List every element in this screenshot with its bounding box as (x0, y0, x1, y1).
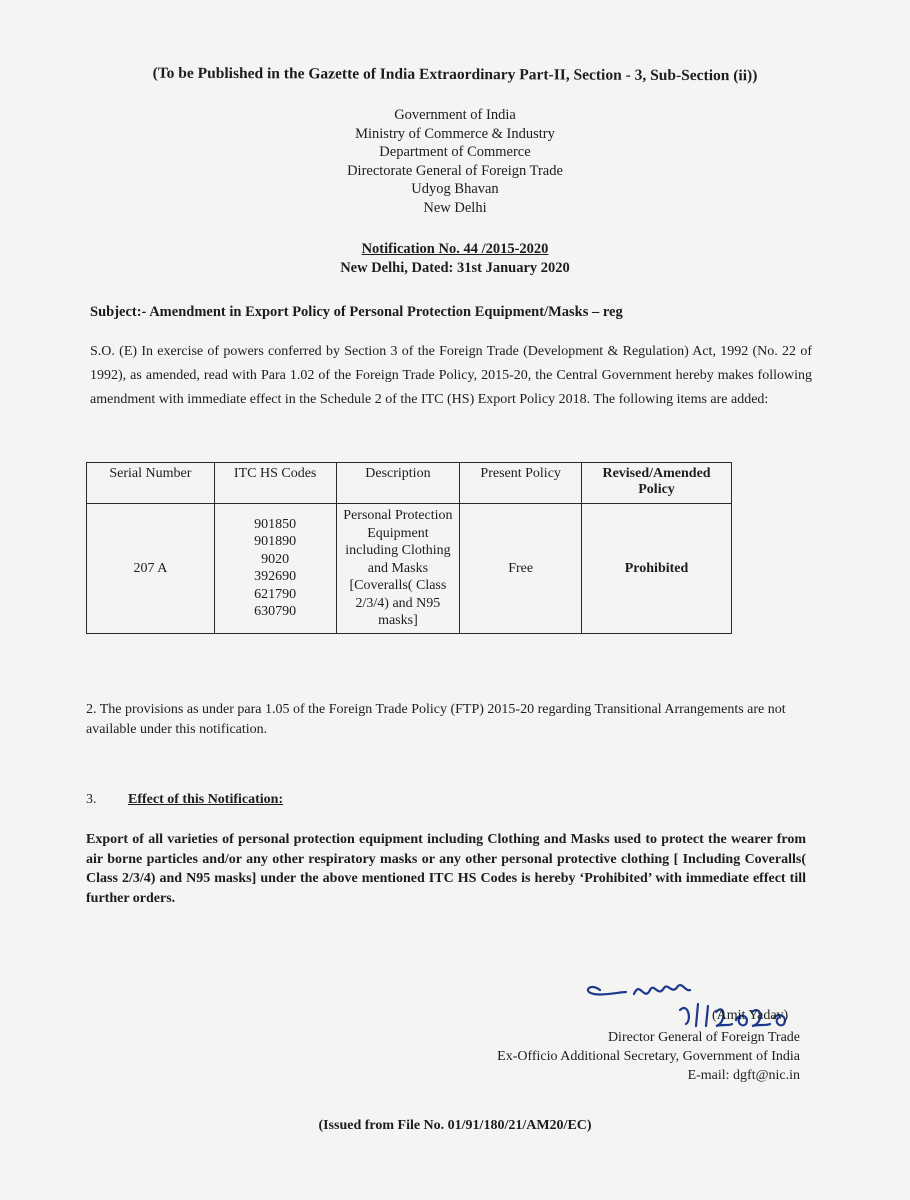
office-line: Department of Commerce (379, 144, 531, 160)
header-revised-policy: Revised/Amended Policy (582, 463, 732, 504)
cell-serial: 207 A (87, 504, 215, 634)
header-serial-number: Serial Number (87, 463, 215, 504)
office-line: New Delhi (423, 199, 487, 216)
signatory-name: (Amit Yadav) (712, 1008, 789, 1023)
signatory-block (497, 1028, 800, 1085)
paragraph-2: 2. The provisions as under para 1.05 of the Foreign Trade Policy (FTP) 2015-20 regarding Transitional Arrangements are not available under this notification. (86, 702, 786, 737)
section-title: Effect of this Notification: (128, 792, 284, 807)
office-line: Directorate General of Foreign Trade (347, 162, 563, 179)
office-line: Government of India (394, 107, 516, 123)
office-line: Udyog Bhavan (411, 181, 499, 197)
section-number: 3. (86, 792, 97, 807)
hs-code: 621790 (254, 586, 297, 602)
cell-description: Personal Protection Equipment including Clothing and Masks [Coveralls( Class 2/3/4) and N95 masks] (336, 504, 460, 634)
cell-hs-codes (214, 504, 336, 634)
issued-from-file: (Issued from File No. 01/91/180/21/AM20/EC) (318, 1118, 592, 1133)
cell-revised-policy: Prohibited (582, 504, 732, 634)
signatory-secondary-designation: Ex-Officio Additional Secretary, Government of India (497, 1049, 800, 1064)
paragraph-1: S.O. (E) In exercise of powers conferred by Section 3 of the Foreign Trade (Development & Regulation) Act, 1992 (No. 22 of 1992), as amended, read with Para 1.02 of the Foreign Trade Policy, 2015-20, the Central Government hereby makes following amendment with immediate effect in the Schedule 2 of the ITC (HS) Export Policy 2018. The following items are added: (90, 344, 812, 407)
table-row (87, 504, 732, 634)
header-present-policy: Present Policy (460, 463, 582, 504)
office-line: Ministry of Commerce & Industry (355, 125, 555, 142)
gazette-note: (To be Published in the Gazette of India Extraordinary Part-II, Section - 3, Sub-Section (ii)) (152, 64, 758, 85)
signatory-email: E-mail: dgft@nic.in (687, 1068, 800, 1083)
hs-code: 901850 (254, 516, 297, 532)
hs-code: 392690 (254, 569, 297, 585)
header-description: Description (336, 463, 460, 504)
notification-date: New Delhi, Dated: 31st January 2020 (340, 260, 570, 276)
subject-line: Subject:- Amendment in Export Policy of Personal Protection Equipment/Masks – reg (90, 304, 623, 320)
header-itc-hs-codes: ITC HS Codes (214, 463, 336, 504)
table-header-row (87, 463, 732, 504)
office-address-block (0, 106, 910, 217)
notification-header (0, 240, 910, 278)
paragraph-3: Export of all varieties of personal protection equipment including Clothing and Masks used to protect the wearer from air borne particles and/or any other respiratory masks or any other personal protective clothing [ Including Coveralls( Class 2/3/4) and N95 masks] under the above mentioned ITC HS Codes is hereby ‘Prohibited’ with immediate effect till further orders. (86, 832, 806, 906)
cell-present-policy: Free (460, 504, 582, 634)
hs-code: 901890 (254, 534, 297, 550)
signatory-designation: Director General of Foreign Trade (607, 1030, 800, 1045)
policy-table (86, 462, 732, 634)
notification-number: Notification No. 44 /2015-2020 (361, 241, 549, 257)
hs-code: 9020 (261, 551, 290, 567)
section-3-heading (86, 792, 283, 808)
hs-code: 630790 (254, 604, 297, 620)
